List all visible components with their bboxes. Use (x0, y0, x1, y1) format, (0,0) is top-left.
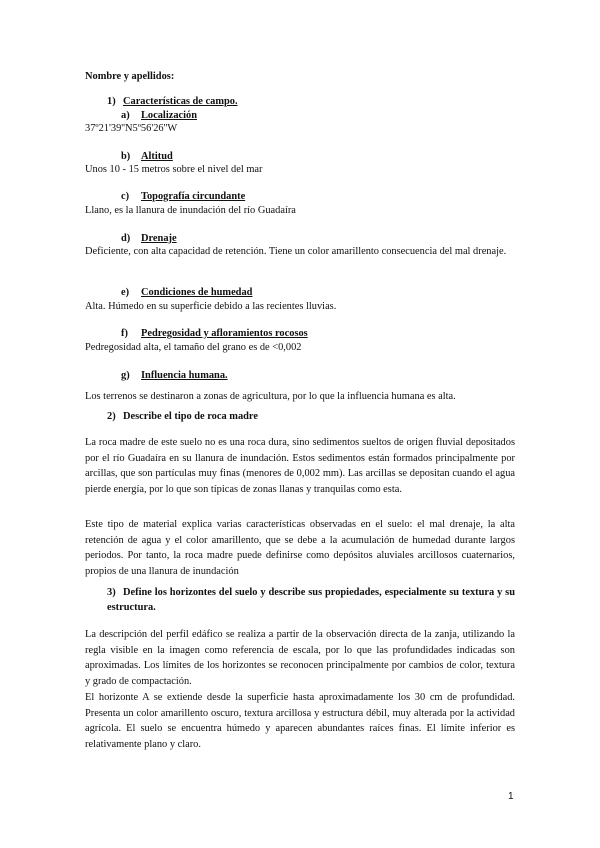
subsection-title: Pedregosidad y afloramientos rocosos (141, 328, 308, 339)
subsection-letter: c) (121, 191, 130, 202)
section-number: 3) (107, 587, 116, 598)
subsection-g-text: Los terrenos se destinaron a zonas de agricultura, por lo que la influencia humana es alta. (85, 391, 456, 402)
subsection-letter: d) (121, 233, 131, 244)
section-title: Describe el tipo de roca madre (123, 411, 258, 422)
subsection-title: Localización (141, 110, 197, 121)
subsection-g-heading (121, 368, 228, 384)
section-number: 1) (107, 96, 116, 107)
subsection-title: Condiciones de humedad (141, 287, 253, 298)
paragraph-horizontes-2: El horizonte A se extiende desde la superficie hasta aproximadamente los 30 cm de profundidad. Presenta un color amarillento oscuro, textura arcillosa y estructura débil, muy alterada por la actividad agrícola. El suelo se encuentra húmedo y aparecen abundantes raíces finas. El límite inferior es relativamente plano y claro. (85, 692, 515, 751)
page-number: 1 (508, 791, 514, 802)
subsection-letter: a) (121, 110, 130, 121)
paragraph-horizontes-1: La descripción del perfil edáfico se realiza a partir de la observación directa de la zanja, utilizando la regla visible en la imagen como referencia de escala, por lo que las profundidades indicadas son aproximadas. Los límites de los horizontes se reconocen principalmente por cambios de color, textura y grado de compactación. (85, 629, 515, 688)
subsection-c-text: Llano, es la llanura de inundación del río Guadaíra (85, 205, 296, 216)
subsection-title: Topografía circundante (141, 191, 246, 202)
subsection-letter: f) (121, 328, 128, 339)
subsection-title: Drenaje (141, 233, 177, 244)
subsection-letter: g) (121, 370, 130, 381)
subsection-title: Altitud (141, 151, 173, 162)
subsection-d-text: Deficiente, con alta capacidad de retención. Tiene un color amarillento consecuencia del mal drenaje. (85, 246, 507, 257)
section-3-heading (107, 585, 515, 615)
section-title: Características de campo. (123, 96, 238, 107)
subsection-title: Influencia humana. (141, 370, 228, 381)
name-heading: Nombre y apellidos: (85, 71, 175, 82)
subsection-letter: b) (121, 151, 131, 162)
subsection-b-text: Unos 10 - 15 metros sobre el nivel del mar (85, 164, 263, 175)
paragraph-roca-madre-2: Este tipo de material explica varias características observadas en el suelo: el mal drenaje, la alta retención de agua y el color amarillento, que se debe a la acumulación de humedad durante largos periodos. Por tanto, la roca madre puede definirse como depósitos aluviales arcillosos cuaternarios, propios de una llanura de inundación (85, 519, 515, 578)
subsection-a-text: 37º21'39''N5º56'26''W (85, 123, 178, 134)
subsection-f-text: Pedregosidad alta, el tamaño del grano es de <0,002 (85, 342, 302, 353)
section-number: 2) (107, 411, 116, 422)
section-title: Define los horizontes del suelo y describe sus propiedades, especialmente su textura y su estructura. (107, 587, 515, 613)
subsection-e-text: Alta. Húmedo en su superficie debido a las recientes lluvias. (85, 301, 337, 312)
subsection-letter: e) (121, 287, 130, 298)
section-2-heading (107, 409, 258, 425)
paragraph-roca-madre-1: La roca madre de este suelo no es una roca dura, sino sedimentos sueltos de origen fluvial depositados por el río Guadaíra en su llanura de inundación. Estos sedimentos están formados principalmente por arcillas, que son partículas muy finas (menores de 0,002 mm). Las arcillas se depositan cuando el agua pierde energía, por lo que son típicas de zonas llanas y tranquilas como esta. (85, 437, 515, 496)
